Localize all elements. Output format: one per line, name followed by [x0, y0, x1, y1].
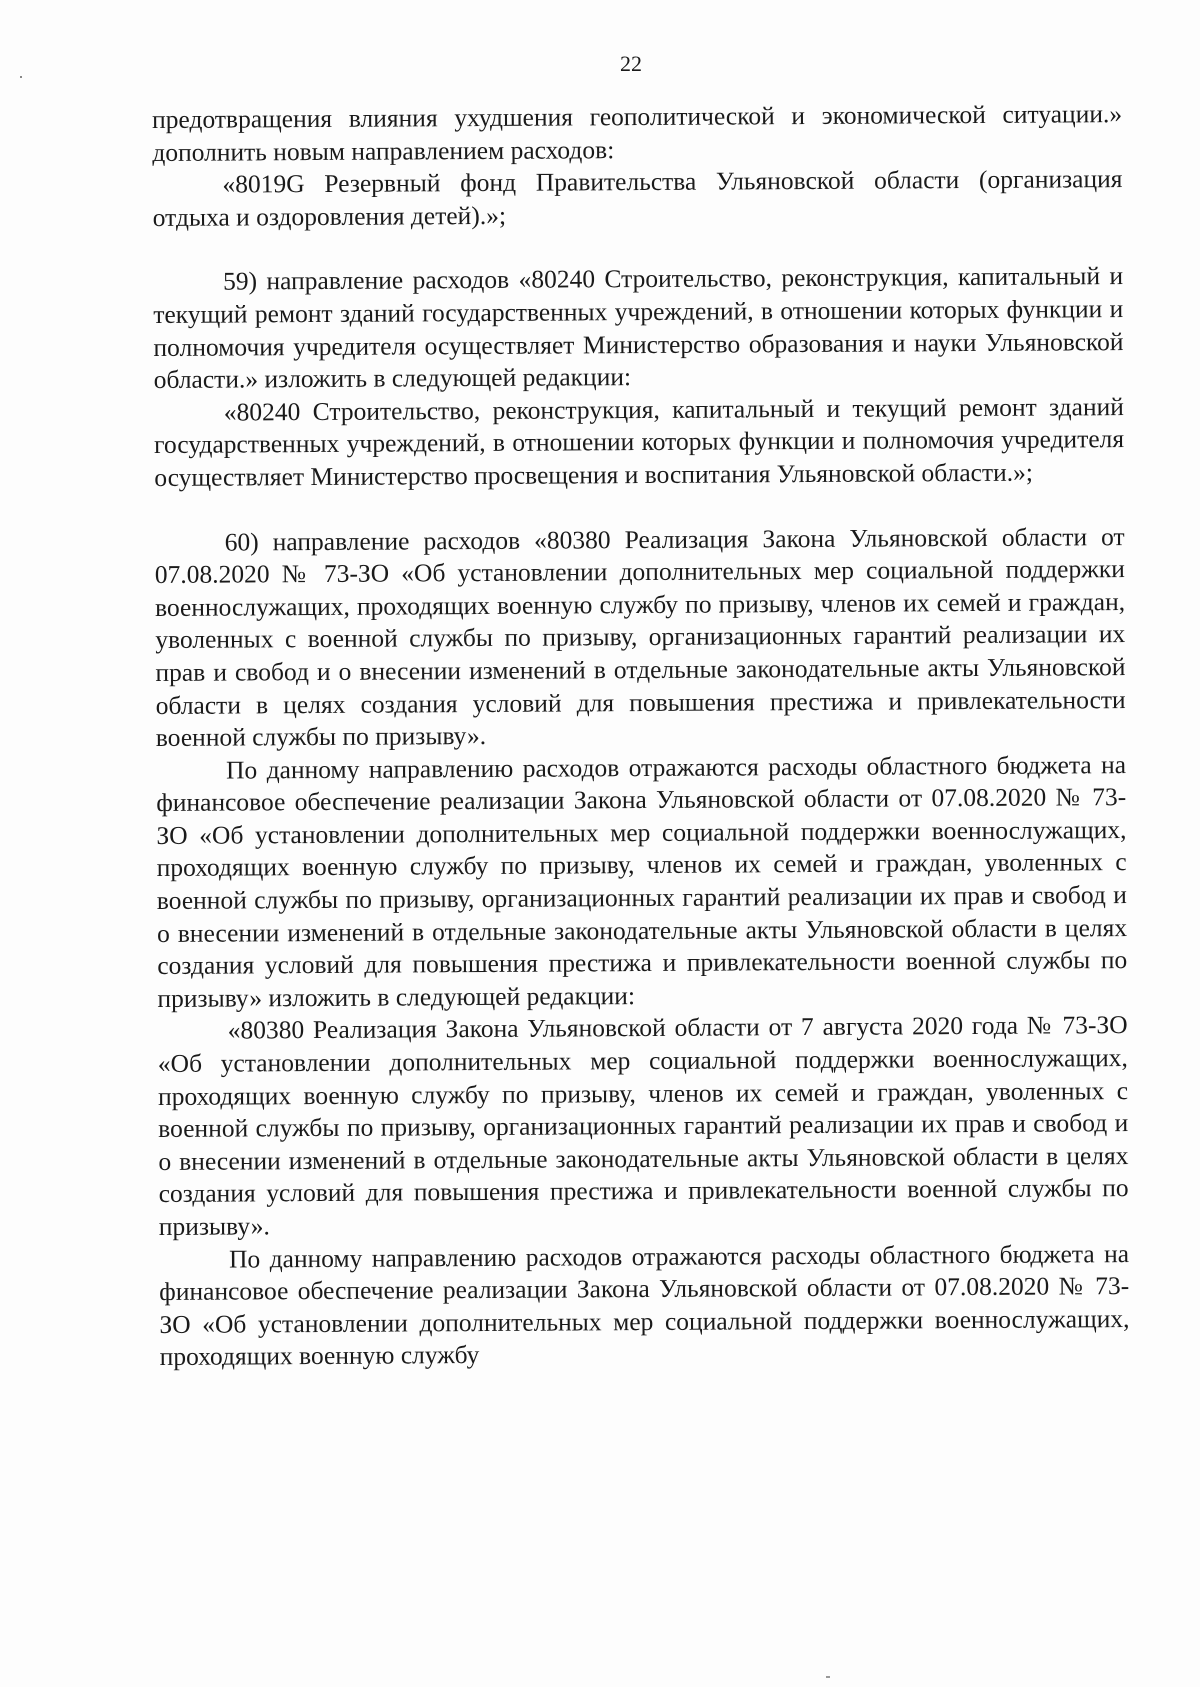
paragraph-item-59-new-wording: «80240 Строительство, реконструкция, капитальный и текущий ремонт зданий государственных учреждений, в отношении которых функции и полномочия учредителя осуществляет Министерство просвещения и воспитания Ульяновской области.»; — [153, 391, 1125, 492]
paragraph-reserve-fund: «8019G Резервный фонд Правительства Ульяновской области (организация отдыха и оздоровления детей).»; — [152, 164, 1123, 232]
paragraph-item-60-new-wording: «80380 Реализация Закона Ульяновской области от 7 августа 2020 года № 73-ЗО «Об установлении дополнительных мер социальной поддержки военнослужащих, проходящих военную службу по призыву, членов их семей и граждан, уволенных с военной службы по призыву, организационных гарантий реализации их прав и свобод и о внесении изменений в отдельные законодательные акты Ульяновской области в целях создания условий для повышения престижа и привлекательности военной службы по призыву». — [157, 1010, 1129, 1241]
scan-artifact — [826, 1676, 830, 1678]
paragraph-item-60-description: По данному направлению расходов отражаются расходы областного бюджета на финансовое обеспечение реализации Закона Ульяновской области от 07.08.2020 № 73-ЗО «Об установлении дополнительных мер социальной поддержки военнослужащих, проходящих военную службу по призыву, членов их семей и граждан, уволенных с военной службы по призыву, организационных гарантий реализации их прав и свобод и о внесении изменений в отдельные законодательные акты Ульяновской области в целях создания условий для повышения престижа и привлекательности военной службы по призыву» изложить в следующей редакции: — [156, 749, 1128, 1013]
paragraph-item-59: 59) направление расходов «80240 Строительство, реконструкция, капитальный и текущий ремонт зданий государственных учреждений, в отношении которых функции и полномочия учредителя осуществляет Министерство образования и науки Ульяновской области.» изложить в следующей редакции: — [153, 261, 1124, 395]
paragraph-item-60-new-description: По данному направлению расходов отражаются расходы областного бюджета на финансовое обеспечение реализации Закона Ульяновской области от 07.08.2020 № 73-ЗО «Об установлении дополнительных мер социальной поддержки военнослужащих, проходящих военную службу — [159, 1238, 1130, 1372]
document-body — [152, 98, 1130, 1374]
paragraph-continuation: предотвращения влияния ухудшения геополитической и экономической ситуации.» дополнить новым направлением расходов: — [152, 99, 1123, 167]
page-number: 22 — [620, 51, 642, 76]
paragraph-item-60: 60) направление расходов «80380 Реализация Закона Ульяновской области от 07.08.2020 № 73-ЗО «Об установлении дополнительных мер социальной поддержки военнослужащих, проходящих военную службу по призыву, членов их семей и граждан, уволенных с военной службы по призыву, организационных гарантий реализации их прав и свобод и о внесении изменений в отдельные законодательные акты Ульяновской области в целях создания условий для повышения престижа и привлекательности военной службы по призыву». — [154, 521, 1126, 753]
